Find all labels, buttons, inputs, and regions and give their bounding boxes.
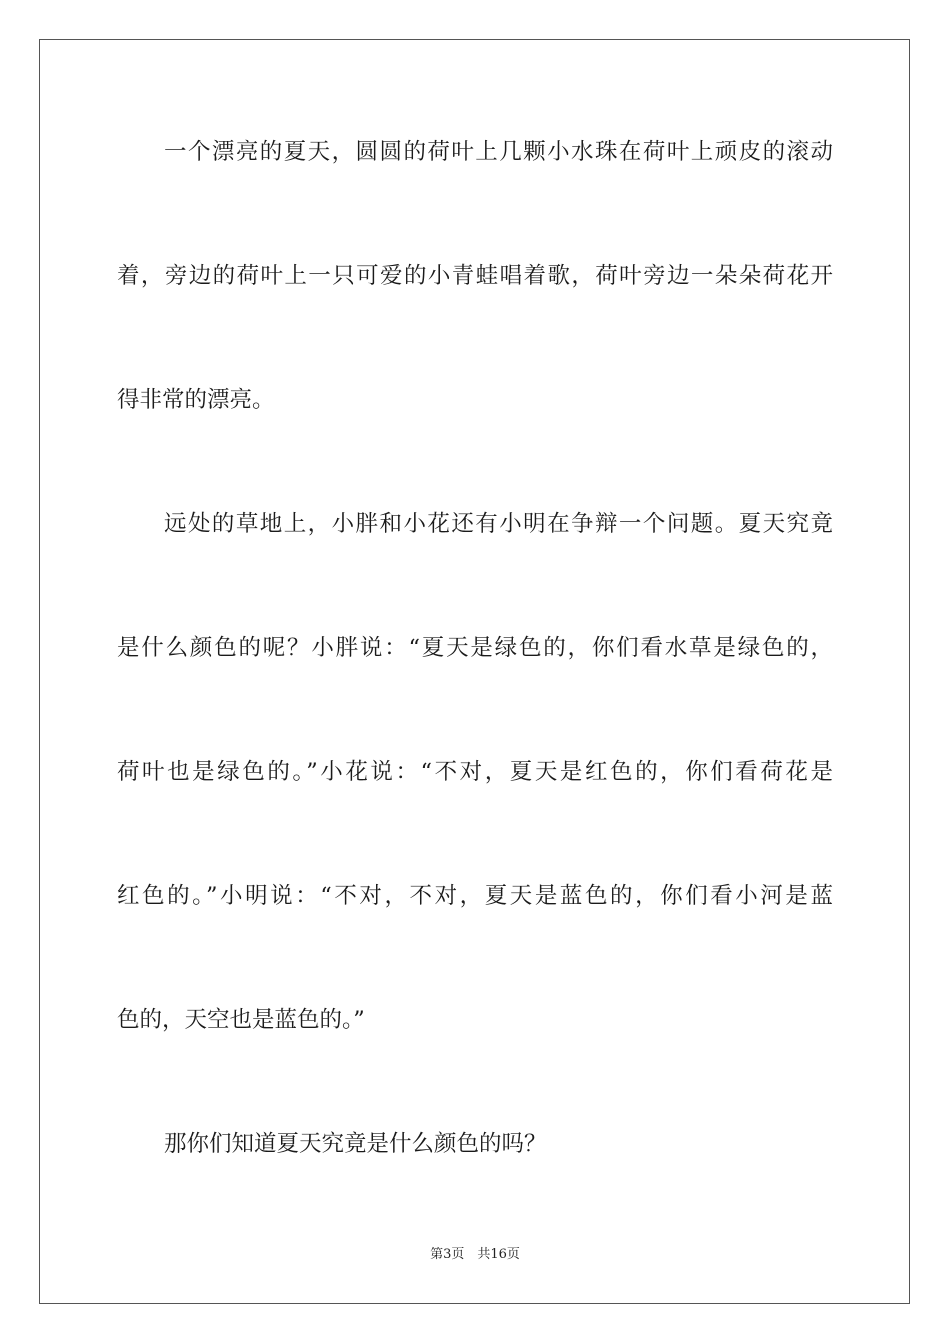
- paragraph-2-line-5: 色的，天空也是蓝色的。”: [117, 1007, 365, 1033]
- paragraph-1-line-2: 着，旁边的荷叶上一只可爱的小青蛙唱着歌，荷叶旁边一朵朵荷花开: [117, 263, 833, 289]
- page-number-footer: 第3页 共16页: [430, 1247, 520, 1262]
- paragraph-1-line-1: 一个漂亮的夏天，圆圆的荷叶上几颗小水珠在荷叶上顽皮的滚动: [164, 139, 833, 165]
- paragraph-2-line-3: 荷叶也是绿色的。”小花说：“不对，夏天是红色的，你们看荷花是: [117, 759, 833, 785]
- page-border: [39, 39, 910, 1304]
- paragraph-3-line-1: 那你们知道夏天究竟是什么颜色的吗？: [164, 1131, 547, 1157]
- paragraph-2-line-4: 红色的。”小明说：“不对，不对，夏天是蓝色的，你们看小河是蓝: [117, 883, 833, 909]
- paragraph-2-line-2: 是什么颜色的呢？小胖说：“夏天是绿色的，你们看水草是绿色的，: [117, 635, 833, 661]
- paragraph-1-line-3: 得非常的漂亮。: [117, 387, 275, 413]
- paragraph-2-line-1: 远处的草地上，小胖和小花还有小明在争辩一个问题。夏天究竟: [164, 511, 833, 537]
